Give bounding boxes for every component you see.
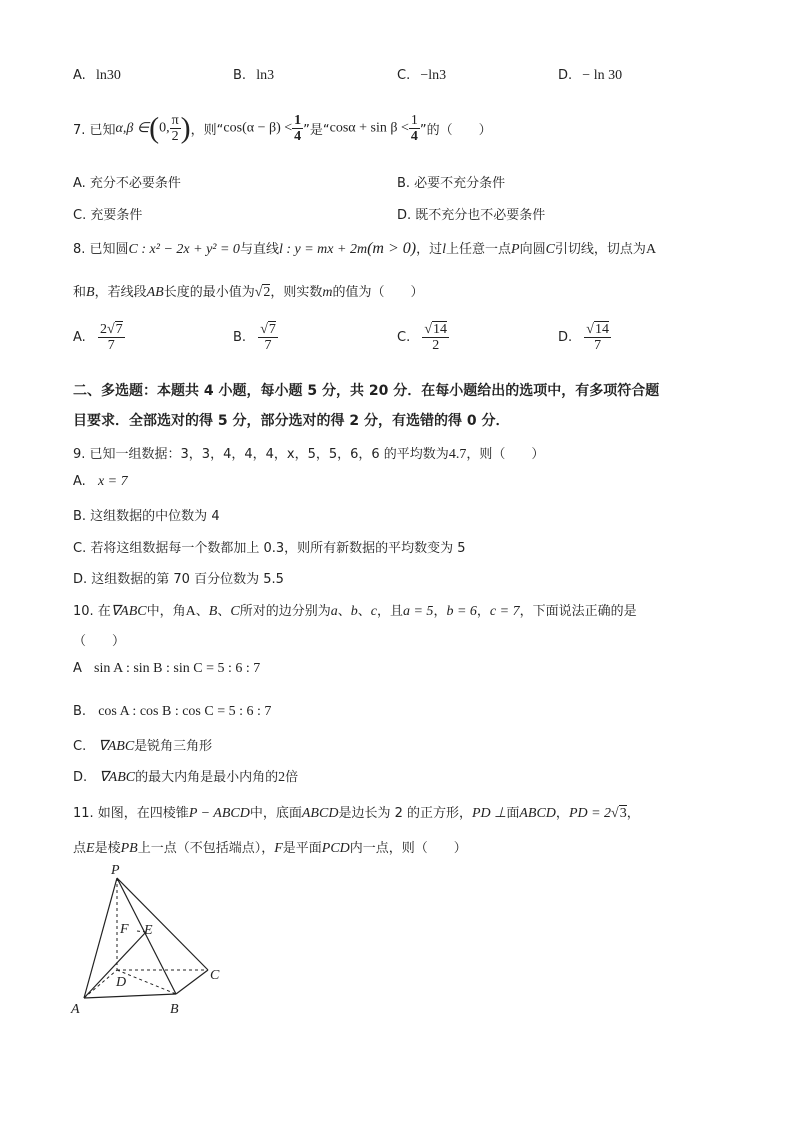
q7-is: ”是“ [303,123,330,138]
one-quarter [409,113,420,144]
q8-text: ，若线段 [94,285,147,300]
option-math: ln30 [95,68,121,83]
pd-length: PD = 2 [568,806,612,821]
q11-text: 中，底面 [249,806,302,821]
q9-option-a [73,474,128,490]
label-a: A [71,1002,80,1017]
option-letter: D. [73,770,88,785]
radicand: 14 [433,322,448,337]
option-letter: B. [233,68,247,83]
frac-den: 4 [410,129,418,144]
q9-option-b: B. 这组数据的中位数为 4 [73,509,220,524]
plane-pcd: PCD [321,841,350,856]
option-letter: D. [558,330,573,345]
q7-then: ，则“ [190,123,224,138]
root-seven-over-seven [258,322,278,353]
frac-num: 1 [294,113,302,128]
radicand: 3 [619,806,627,821]
label-d: D [116,975,127,990]
separator: 、 [217,604,231,619]
q7-vars: α,β ∈ [115,121,150,136]
option-letter: A. [73,474,86,489]
frac-den: 4 [294,129,302,144]
q8-text: ，过 [416,242,443,257]
separator: 、 [195,604,209,619]
option-math: cos A : cos B : cos C = 5 : 6 : 7 [98,704,272,719]
label-f: F [120,922,129,937]
q11-text: 内一点，则（ ） [349,841,467,856]
q8-option-a [73,322,125,353]
edge-ad [84,970,117,998]
q10-paren: （ ） [73,634,126,649]
frac-den: 7 [264,338,272,353]
triangle-abc: ∇ABC [98,739,135,754]
q6-option-b [233,68,274,84]
frac-num: 1 [410,113,418,128]
q7-cond1: cos(α − β) < [223,120,293,136]
separator: ， [476,604,490,619]
q8-line1 [73,238,656,258]
section-heading-line2: 目要求．全部选对的得 5 分，部分选对的得 2 分，有选错的得 0 分． [73,413,510,429]
edge-bc [176,970,208,994]
q6-option-d [558,68,622,84]
frac-den: 2 [171,129,179,144]
q9-option-d: D. 这组数据的第 70 百分位数为 5.5 [73,572,284,587]
q11-text: 上一点（不包括端点）， [137,841,275,856]
one-quarter-bold [292,113,303,144]
q10-stem [73,600,637,620]
q11-line1 [73,802,640,822]
option-letter: A [73,661,82,676]
frac-num: √14 [586,322,609,337]
frac-num: √7 [260,322,276,337]
radicand: 14 [594,322,609,337]
q7-option-d: D. 既不充分也不必要条件 [397,208,546,223]
option-math: −ln3 [420,68,447,83]
triangle-abc: ∇ABC [110,604,147,619]
option-letter: A. [73,68,86,83]
pd-perp: PD ⊥ [471,806,507,821]
q11-text: ， [626,806,640,821]
radicand: 7 [268,322,276,337]
angle-b: B [208,604,218,619]
q11-text: 11. 如图，在四棱锥 [73,806,189,821]
var-b: B [86,285,95,300]
q9-mean: 4.7 [448,447,467,462]
base-abcd: ABCD [519,806,556,821]
triangle-abc: ∇ABC [99,770,136,785]
q7-interval: 0, [159,120,170,136]
q7-cond2: cosα + sin β < [329,120,409,136]
label-b: B [170,1002,179,1017]
frac-num: √14 [424,322,448,337]
q8-text: 的值为（ ） [332,285,424,300]
root-fourteen-over-two [422,322,449,353]
q8-text: 长度的最小值为 [163,285,255,300]
q8-text: 与直线 [239,242,279,257]
angle-a: A [185,604,196,619]
frac-num: 2√7 [99,322,123,337]
pyramid: P − ABCD [188,806,250,821]
right-paren: ) [180,111,191,145]
coef: 2 [99,322,107,337]
var-m: m [322,285,333,300]
point-e: E [86,841,95,856]
option-number: 2 [278,770,286,785]
q10-text: ，且 [376,604,403,619]
var-p: P [511,242,520,257]
q7-stem [73,113,492,144]
q9-text: ，则（ ） [466,447,545,462]
q7-option-b: B. 必要不充分条件 [397,176,506,191]
label-p: P [111,863,120,878]
q7-option-c: C. 充要条件 [73,208,143,223]
angle-c: C [230,604,240,619]
option-math: − ln 30 [582,68,623,83]
sqrt-three: √3 [611,806,627,821]
q8-option-c [397,322,449,353]
q7-option-a: A. 充分不必要条件 [73,176,181,191]
frac-num: π [171,113,179,128]
q6-option-a [73,68,121,84]
option-text: 的最大内角是最小内角的 [135,770,279,785]
option-letter: A. [73,330,86,345]
q10-option-c [73,735,212,755]
base-abcd: ABCD [301,806,339,821]
separator: 、 [337,604,351,619]
option-math: sin A : sin B : sin C = 5 : 6 : 7 [94,661,261,676]
section-heading-line1: 二、多选题：本题共 4 小题，每小题 5 分，共 20 分．在每小题给出的选项中，有多项符合题 [73,383,660,399]
option-letter: C. [397,330,411,345]
side-c: c [370,604,377,619]
var-c: C [545,242,555,257]
frac-den: 7 [107,338,115,353]
q10-text: 10. 在 [73,604,111,619]
q11-text: ， [555,806,569,821]
segment-ab: AB [146,285,164,300]
q11-text: 是棱 [94,841,121,856]
pi-over-two [170,113,181,144]
q7-lead: 7. 已知 [73,123,116,138]
option-letter: D. [558,68,573,83]
q8-line2 [73,281,424,301]
option-math: x = 7 [97,474,128,489]
option-letter: B. [233,330,247,345]
root-fourteen-over-seven [584,322,611,353]
q10-option-d [73,766,298,786]
q8-option-b [233,322,278,353]
q9-text: 9. 已知一组数据：3，3，4，4，4，x，5，5，6，6 的平均数为 [73,447,449,462]
eq-b: b = 6 [446,604,477,619]
option-letter: C. [397,68,411,83]
left-paren: ( [149,111,160,145]
edge-ab [84,994,176,998]
q10-option-b [73,704,271,720]
var-l: l [442,242,446,257]
q6-option-c [397,68,446,84]
q8-text: ，则实数 [270,285,323,300]
side-b: b [350,604,358,619]
circle-equation: C : x² − 2x + y² = 0 [128,242,240,257]
q11-text: 是边长为 2 的正方形， [338,806,472,821]
edge-pc [117,878,208,970]
label-e: E [144,923,153,938]
q10-option-a [73,661,260,677]
option-letter: B. [73,704,87,719]
m-condition: (m > 0) [367,240,417,257]
q11-line2 [73,837,467,857]
option-text: 倍 [285,770,299,785]
q11-text: 面 [506,806,520,821]
var-a: A [645,242,657,257]
frac-den: 7 [594,338,602,353]
side-a: a [330,604,338,619]
frac-den: 2 [432,338,440,353]
q8-text: 上任意一点 [445,242,511,257]
pyramid-figure [60,860,240,1025]
edge-pb: PB [120,841,138,856]
radicand: 7 [115,322,123,337]
point-f: F [274,841,283,856]
option-text: 是锐角三角形 [134,739,213,754]
two-root-seven-over-seven [98,322,125,353]
q11-text: 点 [73,841,87,856]
q9-stem [73,443,544,463]
eq-c: c = 7 [489,604,520,619]
q10-text: 中，角 [146,604,186,619]
option-math: ln3 [256,68,275,83]
q8-text: 和 [73,285,87,300]
separator: ， [433,604,447,619]
eq-a: a = 5 [402,604,434,619]
q11-text: 是平面 [282,841,322,856]
separator: 、 [357,604,371,619]
line-equation: l : y = mx + 2m [278,242,368,257]
q8-text: 引切线，切点为 [554,242,646,257]
q8-option-d [558,322,611,353]
q8-text: 向圆 [519,242,546,257]
q8-text: 8. 已知圆 [73,242,129,257]
q7-end: ”的（ ） [419,123,492,138]
q10-text: 所对的边分别为 [239,604,331,619]
label-c: C [210,968,220,983]
q10-text: ，下面说法正确的是 [519,604,637,619]
radicand: 2 [263,285,271,300]
q9-option-c: C. 若将这组数据每一个数都加上 0.3，则所有新数据的平均数变为 5 [73,541,466,556]
sqrt-two: √2 [254,285,271,300]
option-letter: C. [73,739,87,754]
